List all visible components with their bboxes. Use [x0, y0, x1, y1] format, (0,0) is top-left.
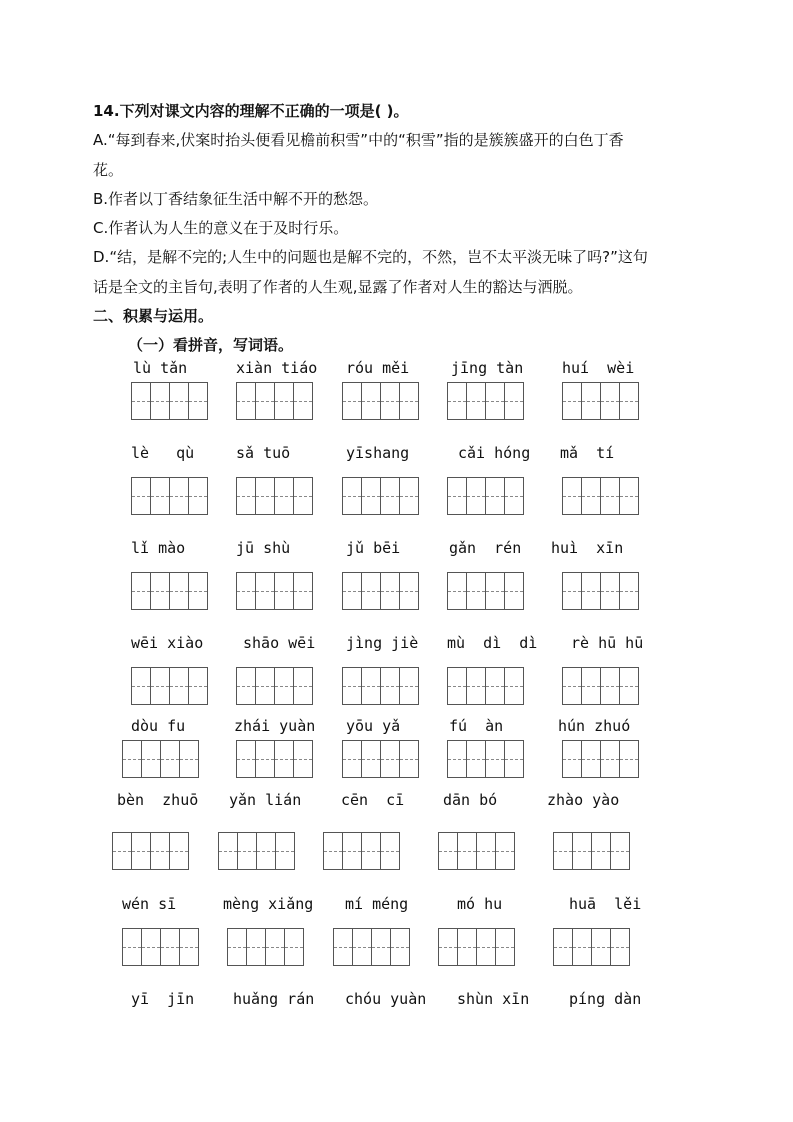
answer-grid[interactable] [218, 832, 295, 870]
answer-grid[interactable] [438, 928, 515, 966]
subsection-1-title: （一）看拼音，写词语。 [128, 336, 294, 354]
pinyin-label: lǐ mào [131, 539, 186, 557]
pinyin-label: bèn zhuō [117, 791, 199, 809]
option-d-line1: D.“结，是解不完的;人生中的问题也是解不完的，不然，岂不太平淡无味了吗?”这句 [93, 248, 648, 266]
answer-grid[interactable] [342, 477, 419, 515]
answer-grid[interactable] [438, 832, 515, 870]
answer-grid[interactable] [131, 477, 208, 515]
answer-grid[interactable] [236, 477, 313, 515]
pinyin-label: mí méng [345, 895, 409, 913]
pinyin-label: huì xīn [551, 539, 624, 557]
answer-grid[interactable] [236, 667, 313, 705]
answer-grid[interactable] [323, 832, 400, 870]
pinyin-label: wén sī [122, 895, 177, 913]
answer-grid[interactable] [236, 382, 313, 420]
answer-grid[interactable] [131, 572, 208, 610]
pinyin-label: zhào yào [547, 791, 620, 809]
pinyin-label: huí wèi [562, 359, 635, 377]
option-d-line2: 话是全文的主旨句,表明了作者的人生观,显露了作者对人生的豁达与洒脱。 [93, 278, 583, 296]
answer-grid[interactable] [112, 832, 189, 870]
pinyin-label: lù tǎn [133, 359, 188, 377]
answer-grid[interactable] [342, 572, 419, 610]
answer-grid[interactable] [236, 740, 313, 778]
option-c: C.作者认为人生的意义在于及时行乐。 [93, 219, 349, 237]
question-14-title: 14.下列对课文内容的理解不正确的一项是( )。 [93, 102, 409, 120]
answer-grid[interactable] [122, 740, 199, 778]
answer-grid[interactable] [562, 740, 639, 778]
pinyin-label: píng dàn [569, 990, 642, 1008]
pinyin-label: mó hu [457, 895, 503, 913]
option-a-line2: 花。 [93, 161, 124, 179]
pinyin-label: zhái yuàn [234, 717, 316, 735]
pinyin-label: shāo wēi [243, 634, 316, 652]
pinyin-label: hún zhuó [558, 717, 631, 735]
pinyin-label: jīng tàn [451, 359, 524, 377]
pinyin-label: cēn cī [341, 791, 405, 809]
pinyin-label: dòu fu [131, 717, 186, 735]
pinyin-label: wēi xiào [131, 634, 204, 652]
answer-grid[interactable] [342, 740, 419, 778]
pinyin-label: róu měi [346, 359, 410, 377]
pinyin-label: jū shù [236, 539, 291, 557]
pinyin-label: xiàn tiáo [236, 359, 318, 377]
pinyin-label: cǎi hóng [458, 444, 531, 462]
answer-grid[interactable] [553, 928, 630, 966]
pinyin-label: huā lěi [569, 895, 642, 913]
answer-grid[interactable] [447, 572, 524, 610]
answer-grid[interactable] [562, 382, 639, 420]
answer-grid[interactable] [447, 382, 524, 420]
section-2-title: 二、积累与运用。 [93, 307, 214, 325]
pinyin-label: mǎ tí [560, 444, 615, 462]
pinyin-label: jǔ bēi [346, 539, 401, 557]
answer-grid[interactable] [131, 382, 208, 420]
pinyin-label: shùn xīn [457, 990, 530, 1008]
answer-grid[interactable] [553, 832, 630, 870]
answer-grid[interactable] [131, 667, 208, 705]
pinyin-label: lè qù [131, 444, 195, 462]
pinyin-label: rè hū hū [571, 634, 644, 652]
answer-grid[interactable] [562, 572, 639, 610]
answer-grid[interactable] [227, 928, 304, 966]
answer-grid[interactable] [562, 667, 639, 705]
answer-grid[interactable] [342, 667, 419, 705]
answer-grid[interactable] [333, 928, 410, 966]
answer-grid[interactable] [447, 477, 524, 515]
answer-grid[interactable] [236, 572, 313, 610]
pinyin-label: yōu yǎ [346, 717, 401, 735]
answer-grid[interactable] [447, 740, 524, 778]
answer-grid[interactable] [122, 928, 199, 966]
pinyin-label: fú àn [449, 717, 504, 735]
answer-grid[interactable] [562, 477, 639, 515]
pinyin-label: chóu yuàn [345, 990, 427, 1008]
pinyin-label: huǎng rán [233, 990, 315, 1008]
pinyin-label: mù dì dì [447, 634, 538, 652]
answer-grid[interactable] [342, 382, 419, 420]
pinyin-label: yī jīn [131, 990, 195, 1008]
option-b: B.作者以丁香结象征生活中解不开的愁怨。 [93, 190, 379, 208]
pinyin-label: mèng xiǎng [223, 895, 314, 913]
pinyin-label: jìng jiè [346, 634, 419, 652]
option-a-line1: A.“每到春来,伏案时抬头便看见檐前积雪”中的“积雪”指的是簇簇盛开的白色丁香 [93, 131, 624, 149]
answer-grid[interactable] [447, 667, 524, 705]
pinyin-label: sǎ tuō [236, 444, 291, 462]
pinyin-label: gǎn rén [449, 539, 522, 557]
pinyin-label: dān bó [443, 791, 498, 809]
pinyin-label: yǎn lián [229, 791, 302, 809]
pinyin-label: yīshang [346, 444, 410, 462]
